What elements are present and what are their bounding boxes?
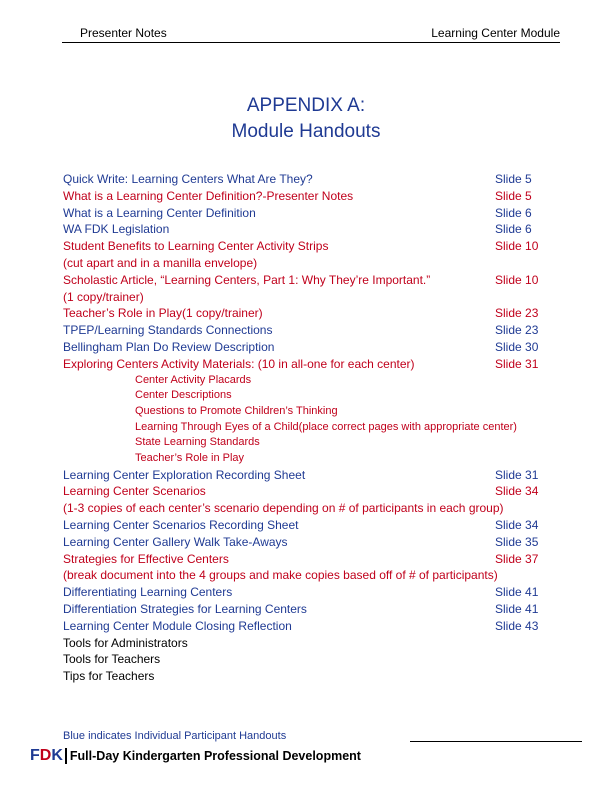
fdk-logo-mark: FDK <box>30 747 63 764</box>
handout-row <box>63 635 583 652</box>
slide-reference: Slide 31 <box>495 467 539 482</box>
material-subitem: Questions to Promote Children’s Thinking <box>135 404 338 417</box>
handout-title: Learning Center Scenarios <box>63 484 206 499</box>
handout-row <box>63 171 583 188</box>
material-subitem: Center Descriptions <box>135 389 232 402</box>
footer-title: Full-Day Kindergarten Professional Development <box>69 749 361 763</box>
handout-title: Learning Center Exploration Recording Sheet <box>63 467 306 482</box>
handout-title: (1-3 copies of each center’s scenario depending on # of participants in each group) <box>63 501 504 516</box>
slide-reference: Slide 6 <box>495 205 532 220</box>
handout-title: What is a Learning Center Definition <box>63 205 256 220</box>
handout-row <box>63 500 583 517</box>
handout-title: (break document into the 4 groups and make copies based off of # of participants) <box>63 568 498 583</box>
header-right: Learning Center Module <box>431 26 560 40</box>
material-subitem: Learning Through Eyes of a Child(place correct pages with appropriate center) <box>135 420 517 433</box>
page-subtitle: Module Handouts <box>231 121 381 142</box>
handout-row <box>63 618 583 635</box>
slide-reference: Slide 43 <box>495 618 539 633</box>
handout-row <box>63 305 583 322</box>
handout-title: Strategies for Effective Centers <box>63 551 229 566</box>
slide-reference: Slide 30 <box>495 339 539 354</box>
handout-row <box>63 289 583 306</box>
handout-title: Quick Write: Learning Centers What Are They? <box>63 172 313 186</box>
handout-row <box>63 322 583 339</box>
handout-row <box>63 356 583 373</box>
handout-row <box>63 339 583 356</box>
handout-row <box>63 483 583 500</box>
handout-row <box>63 205 583 222</box>
handout-title: (cut apart and in a manilla envelope) <box>63 255 258 270</box>
header-left: Presenter Notes <box>80 26 167 40</box>
handout-row <box>63 517 583 534</box>
handout-row <box>63 567 583 584</box>
slide-reference: Slide 10 <box>495 239 539 254</box>
slide-reference: Slide 34 <box>495 484 539 499</box>
slide-reference: Slide 10 <box>495 272 539 287</box>
material-subitem: State Learning Standards <box>135 436 260 449</box>
handout-title: Bellingham Plan Do Review Description <box>63 339 275 354</box>
slide-reference: Slide 37 <box>495 551 539 566</box>
slide-reference: Slide 34 <box>495 518 539 533</box>
slide-reference: Slide 31 <box>495 356 539 371</box>
slide-reference: Slide 41 <box>495 602 539 617</box>
handout-row <box>63 651 583 668</box>
handout-title: Differentiating Learning Centers <box>63 585 233 600</box>
fdk-logo <box>30 747 361 765</box>
handout-row <box>63 238 583 255</box>
handout-title: Tools for Teachers <box>63 652 161 667</box>
handout-title: Student Benefits to Learning Center Activity Strips <box>63 239 329 254</box>
handout-title: Exploring Centers Activity Materials: (10 in all-one for each center) <box>63 356 415 371</box>
handout-row <box>63 467 583 484</box>
handout-title: Differentiation Strategies for Learning Centers <box>63 602 307 617</box>
material-subitem: Teacher’s Role in Play <box>135 452 245 464</box>
slide-reference: Slide 5 <box>495 188 532 203</box>
handout-row <box>63 668 583 685</box>
handout-row <box>63 272 583 289</box>
handout-title: (1 copy/trainer) <box>63 289 144 304</box>
logo-divider <box>65 748 67 764</box>
handout-title: Learning Center Module Closing Reflection <box>63 618 292 633</box>
handout-title: Scholastic Article, “Learning Centers, Part 1: Why They’re Important.” <box>63 272 431 287</box>
handout-title: Teacher’s Role in Play(1 copy/trainer) <box>63 306 263 321</box>
slide-reference: Slide 6 <box>495 222 532 237</box>
slide-reference: Slide 23 <box>495 323 539 338</box>
handout-title: Learning Center Scenarios Recording Sheet <box>63 518 299 533</box>
legend-note: Blue indicates Individual Participant Handouts <box>63 730 287 742</box>
handout-title: TPEP/Learning Standards Connections <box>63 323 273 338</box>
handout-list <box>63 171 583 685</box>
handout-row <box>63 601 583 618</box>
footer-divider <box>410 741 582 742</box>
material-subitem: Center Activity Placards <box>135 373 252 386</box>
handout-title: Learning Center Gallery Walk Take-Aways <box>63 534 288 549</box>
handout-title: What is a Learning Center Definition?-Presenter Notes <box>63 188 354 203</box>
handout-title: Tips for Teachers <box>63 669 155 684</box>
slide-reference: Slide 5 <box>495 172 532 186</box>
header-divider <box>62 42 560 43</box>
handout-title: WA FDK Legislation <box>63 222 170 237</box>
handout-row <box>63 188 583 205</box>
handout-row <box>63 221 583 238</box>
handout-title: Tools for Administrators <box>63 635 188 650</box>
slide-reference: Slide 35 <box>495 534 539 549</box>
handout-row <box>63 255 583 272</box>
slide-reference: Slide 23 <box>495 306 539 321</box>
handout-row <box>63 584 583 601</box>
handout-row <box>63 534 583 551</box>
page-title: APPENDIX A: <box>246 95 366 116</box>
handout-row <box>63 551 583 568</box>
slide-reference: Slide 41 <box>495 585 539 600</box>
